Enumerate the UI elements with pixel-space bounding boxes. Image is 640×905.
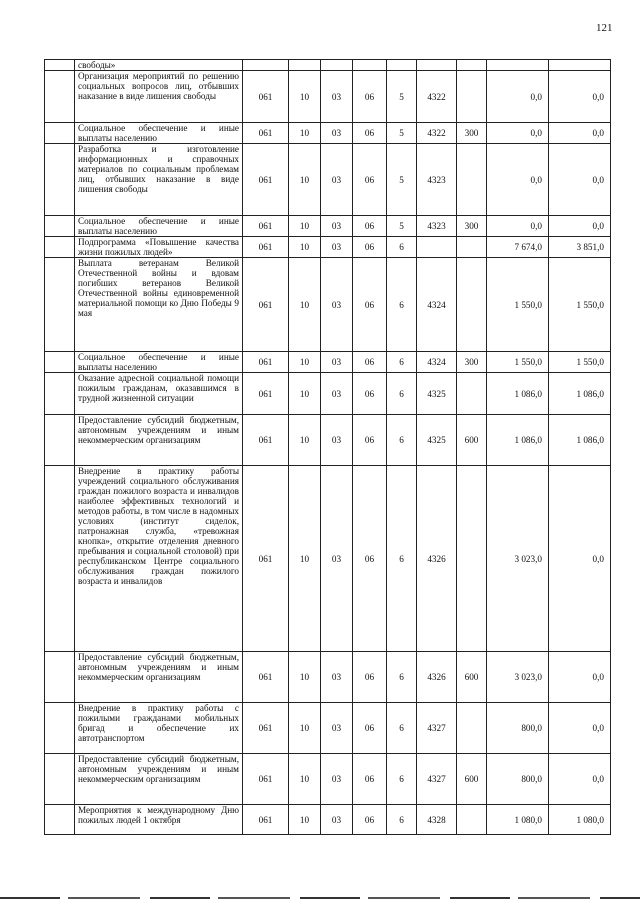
section-cell: 10 <box>289 144 321 216</box>
amount-year2-cell: 1 550,0 <box>549 258 611 352</box>
description-cell: Организация мероприятий по решению социальных вопросов лиц, отбывших наказание в виде лишения свободы <box>75 71 243 123</box>
amount-year2-cell: 3 851,0 <box>549 237 611 258</box>
section-cell <box>289 60 321 71</box>
section-cell: 10 <box>289 237 321 258</box>
section-cell: 10 <box>289 373 321 415</box>
description-cell: Внедрение в практику работы с пожилыми гражданами мобильных бригад и обеспечение их автотранспортом <box>75 703 243 754</box>
amount-year1-cell: 3 023,0 <box>487 466 549 652</box>
subsection-cell: 03 <box>321 258 353 352</box>
ministry-code-cell: 061 <box>243 71 289 123</box>
amount-year2-cell: 1 080,0 <box>549 805 611 835</box>
subsection-cell: 03 <box>321 415 353 466</box>
target-article-cell <box>417 60 457 71</box>
amount-year1-cell <box>487 60 549 71</box>
section-cell: 10 <box>289 216 321 237</box>
ministry-code-cell: 061 <box>243 805 289 835</box>
ministry-code-cell: 061 <box>243 237 289 258</box>
row-number-cell <box>45 352 75 373</box>
program-cell: 06 <box>353 71 387 123</box>
amount-year1-cell: 0,0 <box>487 123 549 144</box>
target-article-cell: 4324 <box>417 352 457 373</box>
program-cell: 06 <box>353 652 387 703</box>
subsection-cell: 03 <box>321 144 353 216</box>
subsection-cell: 03 <box>321 652 353 703</box>
table-row <box>45 415 611 466</box>
target-article-cell: 4323 <box>417 144 457 216</box>
description-cell: Социальное обеспечение и иные выплаты населению <box>75 123 243 144</box>
program-cell: 06 <box>353 805 387 835</box>
target-article-cell: 4325 <box>417 415 457 466</box>
row-number-cell <box>45 652 75 703</box>
program-cell: 06 <box>353 352 387 373</box>
row-number-cell <box>45 805 75 835</box>
expense-type-cell: 600 <box>457 415 487 466</box>
amount-year1-cell: 0,0 <box>487 144 549 216</box>
ministry-code-cell: 061 <box>243 466 289 652</box>
ministry-code-cell: 061 <box>243 216 289 237</box>
ministry-code-cell <box>243 60 289 71</box>
subprogram-cell: 6 <box>387 373 417 415</box>
program-cell: 06 <box>353 466 387 652</box>
amount-year2-cell: 0,0 <box>549 652 611 703</box>
subprogram-cell: 6 <box>387 466 417 652</box>
table-body <box>45 60 611 835</box>
target-article-cell <box>417 237 457 258</box>
program-cell: 06 <box>353 373 387 415</box>
table-row <box>45 258 611 352</box>
expense-type-cell <box>457 237 487 258</box>
subsection-cell <box>321 60 353 71</box>
subsection-cell: 03 <box>321 805 353 835</box>
subsection-cell: 03 <box>321 71 353 123</box>
description-cell: Предоставление субсидий бюджетным, автономным учреждениям и иным некоммерческим организациям <box>75 754 243 805</box>
subprogram-cell: 6 <box>387 805 417 835</box>
section-cell: 10 <box>289 123 321 144</box>
amount-year2-cell: 1 550,0 <box>549 352 611 373</box>
table-row <box>45 352 611 373</box>
table-row <box>45 237 611 258</box>
program-cell: 06 <box>353 216 387 237</box>
row-number-cell <box>45 216 75 237</box>
amount-year1-cell: 7 674,0 <box>487 237 549 258</box>
description-cell: Предоставление субсидий бюджетным, автономным учреждениям и иным некоммерческим организациям <box>75 652 243 703</box>
table-row <box>45 144 611 216</box>
expense-type-cell <box>457 805 487 835</box>
section-cell: 10 <box>289 258 321 352</box>
ministry-code-cell: 061 <box>243 352 289 373</box>
expense-type-cell <box>457 60 487 71</box>
description-cell: Выплата ветеранам Великой Отечественной войны и вдовам погибших ветеранов Великой Отечественной войны единовременной материальной помощи ко Дню Победы 9 мая <box>75 258 243 352</box>
section-cell: 10 <box>289 352 321 373</box>
subprogram-cell: 6 <box>387 258 417 352</box>
table-row <box>45 123 611 144</box>
target-article-cell: 4322 <box>417 71 457 123</box>
page-number: 121 <box>596 22 613 34</box>
amount-year1-cell: 3 023,0 <box>487 652 549 703</box>
expense-type-cell: 600 <box>457 652 487 703</box>
row-number-cell <box>45 703 75 754</box>
ministry-code-cell: 061 <box>243 123 289 144</box>
program-cell: 06 <box>353 237 387 258</box>
amount-year2-cell: 0,0 <box>549 703 611 754</box>
row-number-cell <box>45 258 75 352</box>
amount-year2-cell: 0,0 <box>549 123 611 144</box>
target-article-cell: 4326 <box>417 466 457 652</box>
ministry-code-cell: 061 <box>243 144 289 216</box>
subprogram-cell: 5 <box>387 71 417 123</box>
target-article-cell: 4327 <box>417 703 457 754</box>
subsection-cell: 03 <box>321 216 353 237</box>
target-article-cell: 4327 <box>417 754 457 805</box>
target-article-cell: 4328 <box>417 805 457 835</box>
table-row <box>45 216 611 237</box>
program-cell: 06 <box>353 754 387 805</box>
subprogram-cell: 6 <box>387 652 417 703</box>
amount-year2-cell: 0,0 <box>549 466 611 652</box>
subprogram-cell: 5 <box>387 216 417 237</box>
subprogram-cell <box>387 60 417 71</box>
expense-type-cell <box>457 466 487 652</box>
amount-year1-cell: 800,0 <box>487 703 549 754</box>
expense-type-cell <box>457 144 487 216</box>
row-number-cell <box>45 144 75 216</box>
subprogram-cell: 5 <box>387 123 417 144</box>
target-article-cell: 4323 <box>417 216 457 237</box>
description-cell: Социальное обеспечение и иные выплаты населению <box>75 216 243 237</box>
row-number-cell <box>45 373 75 415</box>
subprogram-cell: 6 <box>387 352 417 373</box>
page-bottom-edge <box>0 897 640 899</box>
description-cell: свободы» <box>75 60 243 71</box>
program-cell: 06 <box>353 123 387 144</box>
program-cell: 06 <box>353 258 387 352</box>
expense-type-cell <box>457 373 487 415</box>
amount-year1-cell: 800,0 <box>487 754 549 805</box>
budget-table <box>44 59 611 835</box>
subprogram-cell: 6 <box>387 237 417 258</box>
section-cell: 10 <box>289 703 321 754</box>
program-cell: 06 <box>353 415 387 466</box>
amount-year1-cell: 0,0 <box>487 216 549 237</box>
section-cell: 10 <box>289 415 321 466</box>
row-number-cell <box>45 237 75 258</box>
table-row <box>45 71 611 123</box>
amount-year2-cell: 0,0 <box>549 216 611 237</box>
section-cell: 10 <box>289 71 321 123</box>
expense-type-cell <box>457 71 487 123</box>
subsection-cell: 03 <box>321 123 353 144</box>
amount-year2-cell: 0,0 <box>549 144 611 216</box>
subsection-cell: 03 <box>321 373 353 415</box>
amount-year1-cell: 1 080,0 <box>487 805 549 835</box>
subsection-cell: 03 <box>321 466 353 652</box>
row-number-cell <box>45 754 75 805</box>
amount-year1-cell: 1 086,0 <box>487 415 549 466</box>
subsection-cell: 03 <box>321 237 353 258</box>
subsection-cell: 03 <box>321 352 353 373</box>
ministry-code-cell: 061 <box>243 373 289 415</box>
table-row <box>45 466 611 652</box>
amount-year1-cell: 1 086,0 <box>487 373 549 415</box>
description-cell: Социальное обеспечение и иные выплаты населению <box>75 352 243 373</box>
expense-type-cell: 300 <box>457 123 487 144</box>
amount-year1-cell: 1 550,0 <box>487 352 549 373</box>
amount-year2-cell: 0,0 <box>549 71 611 123</box>
section-cell: 10 <box>289 652 321 703</box>
ministry-code-cell: 061 <box>243 258 289 352</box>
ministry-code-cell: 061 <box>243 703 289 754</box>
expense-type-cell: 300 <box>457 352 487 373</box>
section-cell: 10 <box>289 754 321 805</box>
row-number-cell <box>45 415 75 466</box>
expense-type-cell: 300 <box>457 216 487 237</box>
description-cell: Оказание адресной социальной помощи пожилым гражданам, оказавшимся в трудной жизненной ситуации <box>75 373 243 415</box>
amount-year1-cell: 0,0 <box>487 71 549 123</box>
target-article-cell: 4326 <box>417 652 457 703</box>
expense-type-cell <box>457 258 487 352</box>
target-article-cell: 4324 <box>417 258 457 352</box>
table-row <box>45 754 611 805</box>
table-row <box>45 60 611 71</box>
row-number-cell <box>45 60 75 71</box>
description-cell: Разработка и изготовление информационных и справочных материалов по социальным проблемам лиц, отбывших наказание в виде лишения свободы <box>75 144 243 216</box>
row-number-cell <box>45 71 75 123</box>
section-cell: 10 <box>289 805 321 835</box>
target-article-cell: 4325 <box>417 373 457 415</box>
description-cell: Внедрение в практику работы учреждений социального обслуживания граждан пожилого возраста и инвалидов наиболее эффективных технологий и методов работы, в том числе в надомных условиях (институт сиделок, патронажная служба, «тревожная кнопка», открытие отделения дневного пребывания и социальной столовой) при республиканском Центре социального обслуживания граждан пожилого возраста и инвалидов <box>75 466 243 652</box>
subprogram-cell: 6 <box>387 415 417 466</box>
program-cell: 06 <box>353 144 387 216</box>
section-cell: 10 <box>289 466 321 652</box>
amount-year2-cell: 1 086,0 <box>549 415 611 466</box>
ministry-code-cell: 061 <box>243 652 289 703</box>
amount-year1-cell: 1 550,0 <box>487 258 549 352</box>
description-cell: Подпрограмма «Повышение качества жизни пожилых людей» <box>75 237 243 258</box>
subprogram-cell: 6 <box>387 754 417 805</box>
amount-year2-cell: 1 086,0 <box>549 373 611 415</box>
expense-type-cell: 600 <box>457 754 487 805</box>
target-article-cell: 4322 <box>417 123 457 144</box>
subprogram-cell: 5 <box>387 144 417 216</box>
subsection-cell: 03 <box>321 703 353 754</box>
row-number-cell <box>45 466 75 652</box>
ministry-code-cell: 061 <box>243 754 289 805</box>
expense-type-cell <box>457 703 487 754</box>
description-cell: Предоставление субсидий бюджетным, автономным учреждениям и иным некоммерческим организациям <box>75 415 243 466</box>
description-cell: Мероприятия к международному Дню пожилых людей 1 октября <box>75 805 243 835</box>
table-row <box>45 703 611 754</box>
program-cell <box>353 60 387 71</box>
amount-year2-cell <box>549 60 611 71</box>
subsection-cell: 03 <box>321 754 353 805</box>
table-row <box>45 652 611 703</box>
amount-year2-cell: 0,0 <box>549 754 611 805</box>
program-cell: 06 <box>353 703 387 754</box>
subprogram-cell: 6 <box>387 703 417 754</box>
table-row <box>45 805 611 835</box>
ministry-code-cell: 061 <box>243 415 289 466</box>
row-number-cell <box>45 123 75 144</box>
table-row <box>45 373 611 415</box>
